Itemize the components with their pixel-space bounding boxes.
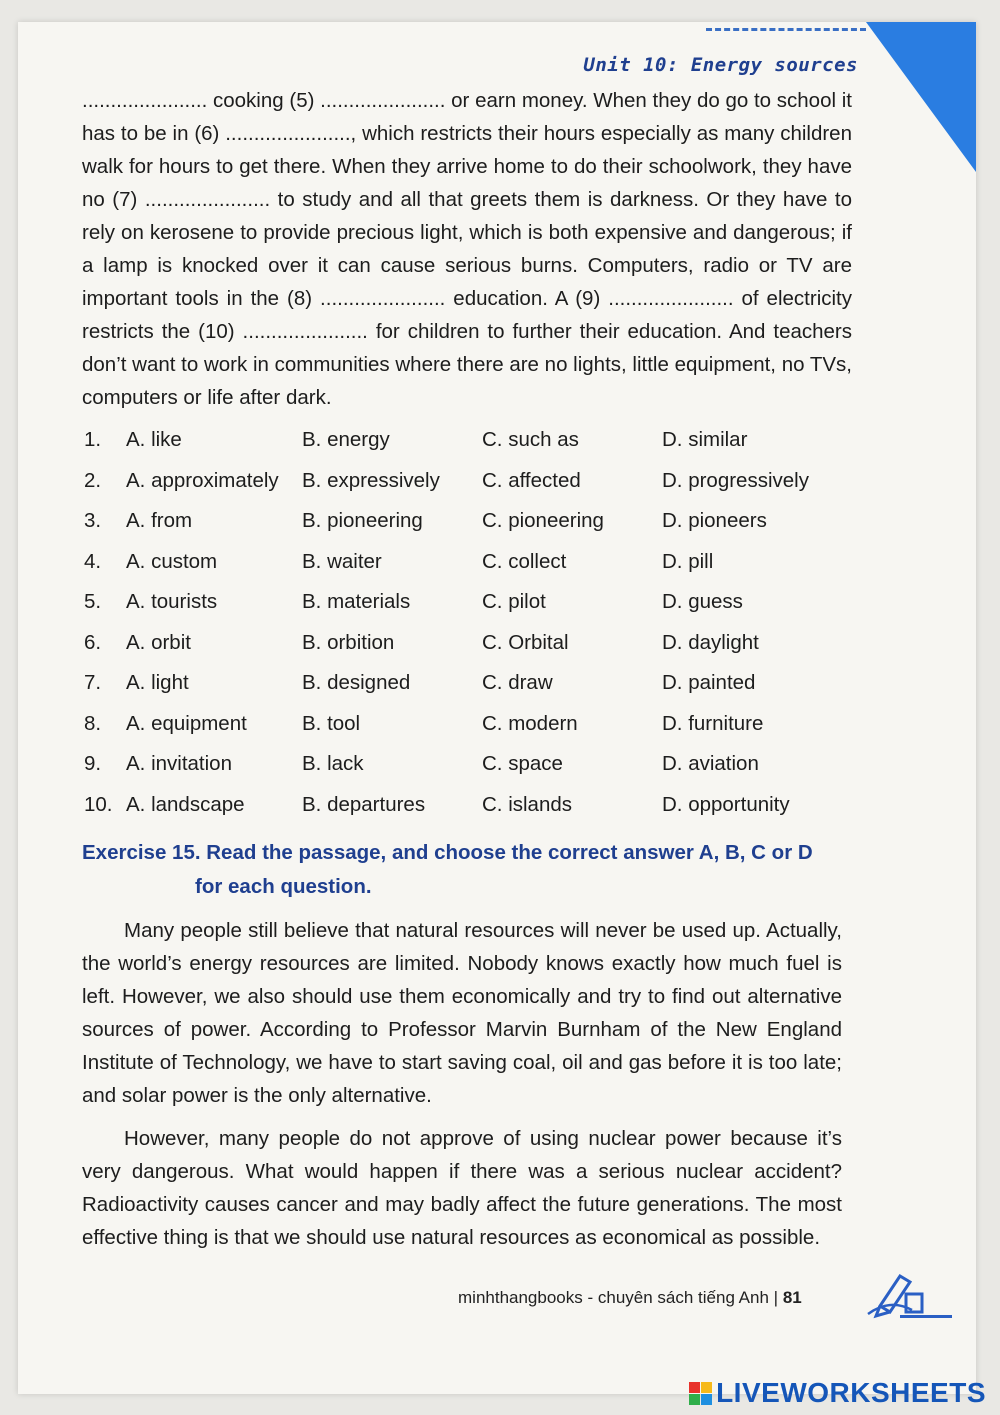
option-b: B. waiter <box>302 549 382 573</box>
question-number: 7. <box>84 671 102 695</box>
option-d: D. furniture <box>662 711 764 735</box>
page-footer <box>458 1288 802 1308</box>
option-row <box>84 542 854 583</box>
option-row <box>84 582 854 623</box>
question-number: 5. <box>84 590 102 614</box>
option-b: B. expressively <box>302 468 440 492</box>
option-row <box>84 704 854 745</box>
options-table <box>84 420 854 825</box>
option-c: C. Orbital <box>482 630 569 654</box>
option-b: B. lack <box>302 752 364 776</box>
option-c: C. collect <box>482 549 567 573</box>
option-d: D. opportunity <box>662 792 790 816</box>
header-dashes <box>706 28 866 31</box>
pen-writing-icon <box>850 1268 930 1320</box>
option-b: B. designed <box>302 671 411 695</box>
exercise-heading-line1: Exercise 15. Read the passage, and choose the correct answer A, B, C or D <box>82 841 813 864</box>
option-row <box>84 461 854 502</box>
option-c: C. islands <box>482 792 573 816</box>
exercise-paragraph: However, many people do not approve of using nuclear power because it’s very dangerous. What would happen if there was a serious nuclear accident? Radioactivity causes cancer and may badly affect the future generations. The most effective thing is that we should use natural resources as economical as possible. <box>82 1127 842 1249</box>
question-number: 1. <box>84 428 102 452</box>
option-row <box>84 785 854 826</box>
option-b: B. materials <box>302 590 411 614</box>
option-d: D. aviation <box>662 752 759 776</box>
option-c: C. pioneering <box>482 509 604 533</box>
liveworksheets-logo-icon <box>689 1382 712 1405</box>
option-a: A. landscape <box>126 792 245 816</box>
passage-text <box>82 84 852 414</box>
option-row <box>84 744 854 785</box>
option-d: D. guess <box>662 590 743 614</box>
watermark-text: LIVEWORKSHEETS <box>716 1377 986 1408</box>
option-c: C. modern <box>482 711 578 735</box>
unit-title: Unit 10: Energy sources <box>583 54 858 76</box>
question-number: 9. <box>84 752 102 776</box>
question-number: 6. <box>84 630 102 654</box>
question-number: 10. <box>84 792 113 816</box>
question-number: 2. <box>84 468 102 492</box>
option-b: B. energy <box>302 428 390 452</box>
option-b: B. pioneering <box>302 509 423 533</box>
option-d: D. pioneers <box>662 509 767 533</box>
option-a: A. light <box>126 671 189 695</box>
option-d: D. daylight <box>662 630 759 654</box>
option-a: A. from <box>126 509 193 533</box>
question-number: 8. <box>84 711 102 735</box>
exercise-paragraph: Many people still believe that natural resources will never be used up. Actually, the world’s energy resources are limited. Nobody knows exactly how much fuel is left. However, we also should use them economically and try to find out alternative sources of power. According to Professor Marvin Burnham of the New England Institute of Technology, we have to start saving coal, oil and gas before it is too late; and solar power is the only alternative. <box>82 919 842 1107</box>
option-row <box>84 501 854 542</box>
option-b: B. departures <box>302 792 426 816</box>
option-a: A. like <box>126 428 182 452</box>
option-d: D. pill <box>662 549 714 573</box>
option-row <box>84 420 854 461</box>
option-d: D. similar <box>662 428 748 452</box>
corner-decoration <box>866 22 976 172</box>
option-a: A. invitation <box>126 752 232 776</box>
option-row <box>84 663 854 704</box>
option-b: B. orbition <box>302 630 395 654</box>
option-d: D. painted <box>662 671 756 695</box>
exercise-heading <box>82 836 862 904</box>
option-a: A. equipment <box>126 711 247 735</box>
passage-paragraph: ...................... cooking (5) ...................... or earn money. When they do go to school it has to be in (6) ......................, which restricts their hours especially as many children walk for hours to get there. When they arrive home to do their schoolwork, they have no (7) ...................... to study and all that greets them is darkness. Or they have to rely on kerosene to provide precious light, which is both expensive and dangerous; if a lamp is knocked over it can cause serious burns. Computers, radio or TV are important tools in the (8) ...................... education. A (9) ...................... of electricity restricts the (10) ...................... for children to further their education. And teachers don’t want to work in communities where there are no lights, little equipment, no TVs, computers or life after dark. <box>82 89 852 409</box>
option-c: C. draw <box>482 671 553 695</box>
exercise-heading-line2: for each question. <box>195 875 372 898</box>
footer-underline <box>900 1315 952 1318</box>
question-number: 4. <box>84 549 102 573</box>
option-row <box>84 623 854 664</box>
exercise-passage <box>82 914 842 1264</box>
option-c: C. pilot <box>482 590 546 614</box>
option-a: A. tourists <box>126 590 218 614</box>
option-a: A. orbit <box>126 630 191 654</box>
option-c: C. space <box>482 752 563 776</box>
option-d: D. progressively <box>662 468 809 492</box>
footer-text: minhthangbooks - chuyên sách tiếng Anh | <box>458 1288 779 1307</box>
liveworksheets-watermark <box>689 1377 986 1409</box>
option-a: A. custom <box>126 549 218 573</box>
option-c: C. such as <box>482 428 579 452</box>
question-number: 3. <box>84 509 102 533</box>
option-c: C. affected <box>482 468 581 492</box>
option-b: B. tool <box>302 711 361 735</box>
option-a: A. approximately <box>126 468 279 492</box>
page-number: 81 <box>782 1288 802 1307</box>
